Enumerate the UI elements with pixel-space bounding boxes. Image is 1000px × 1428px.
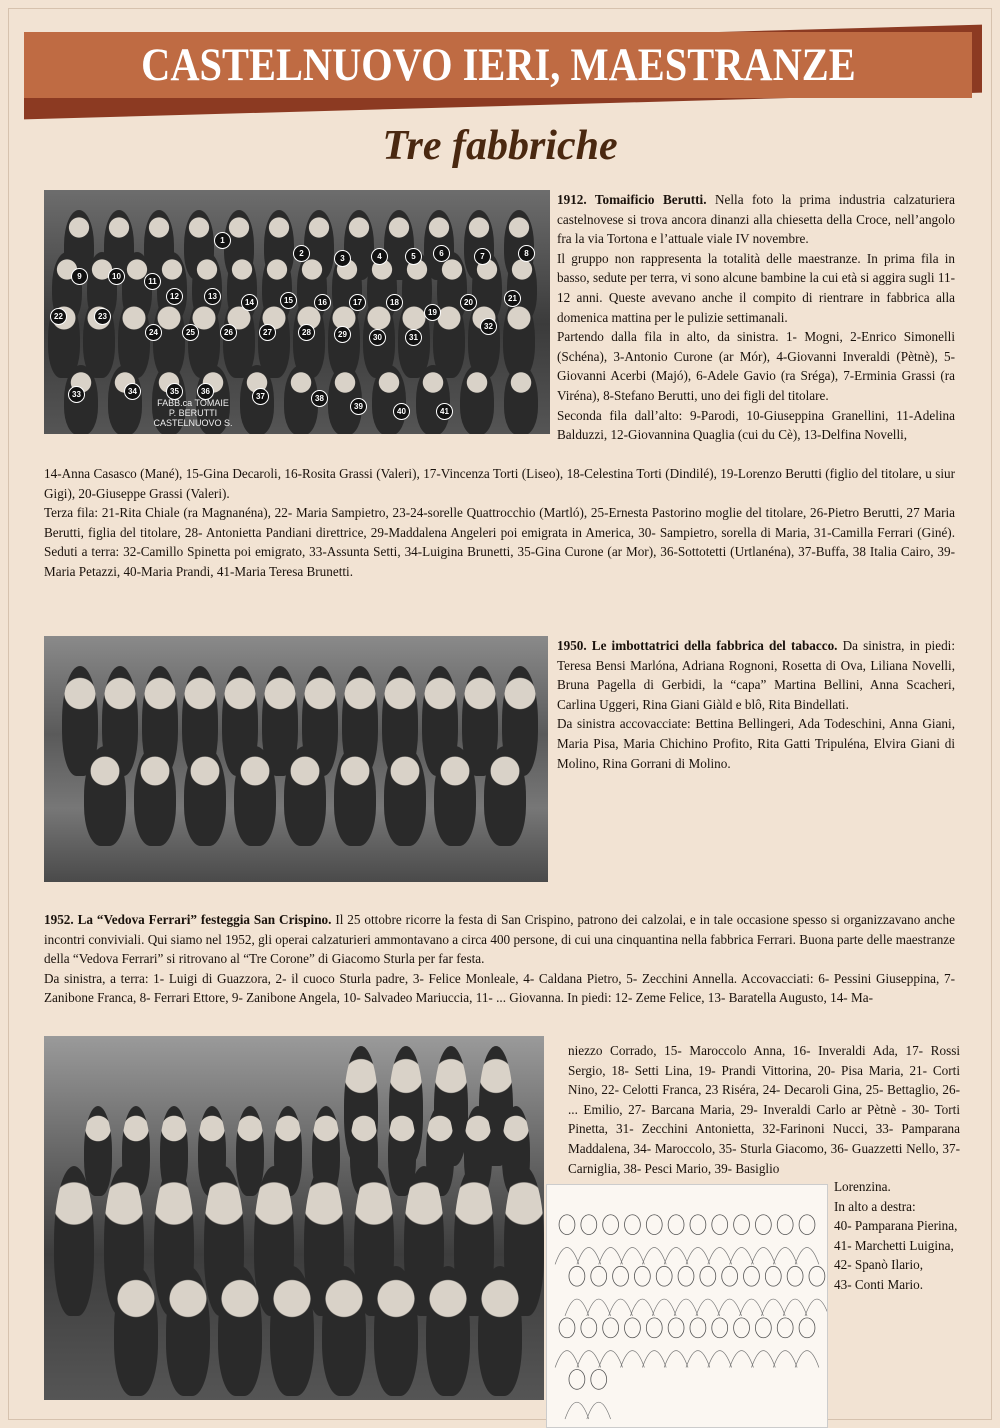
section-1912-continued: [44, 464, 955, 582]
photo-figure: [84, 746, 126, 846]
sketch-body-outline: [708, 1351, 732, 1368]
sketch-body-outline: [587, 1299, 611, 1316]
sketch-body-outline: [565, 1402, 589, 1419]
sketch-figure-outline: [700, 1266, 716, 1286]
photo-figure: [416, 365, 450, 434]
sketch-body-outline: [599, 1247, 623, 1264]
sketch-figure-outline: [613, 1266, 629, 1286]
sketch-body-outline: [751, 1247, 775, 1264]
photo-figure: [434, 746, 476, 846]
section-1912-heading: 1912. Tomaificio Berutti.: [557, 192, 707, 207]
sketch-body-outline: [621, 1351, 645, 1368]
section-1952-item-42: 42- Spanò Ilario,: [834, 1257, 923, 1273]
sketch-body-outline: [795, 1247, 819, 1264]
sketch-body-outline: [718, 1299, 742, 1316]
sketch-figure-outline: [646, 1318, 662, 1338]
photo-number-marker: 5: [405, 248, 422, 265]
section-1912-para5: Terza fila: 21-Rita Chiale (ra Magnanéna), 22- Maria Sampietro, 23-24-sorelle Quattrocchio (Martló), 25-Ernesta Pastorino moglie del titolare, 26-Pietro Berutti, 27 Maria Berutti, figlia del titolare, 28- Antonietta Pandiani direttrice, 29-Maddalena Angeleri poi emigrata in America, 30- Sampietro, sorella di Maria, 31-Camilla Ferrari (Giné). Seduti a terra: 32-Camillo Spinetta poi emigrato, 33-Assunta Setti, 34-Luigina Brunetti, 35-Gina Curone (ar Mor), 36-Sottotetti (Urtlanéna), 37-Buffa, 38 Italia Cairo, 39-Maria Petazzi, 40-Maria Prandi, 41-Maria Teresa Brunetti.: [44, 505, 955, 579]
page-subtitle: Tre fabbriche: [382, 123, 618, 169]
photo-number-marker: 14: [241, 294, 258, 311]
sketch-figure-outline: [625, 1318, 641, 1338]
sketch-figure-outline: [591, 1266, 607, 1286]
sketch-figure-outline: [799, 1215, 815, 1235]
photo-number-marker: 9: [71, 268, 88, 285]
photo-figure: [374, 1266, 418, 1396]
sketch-body-outline: [740, 1299, 764, 1316]
photo-number-marker: 26: [220, 324, 237, 341]
photo-figure: [218, 1266, 262, 1396]
photo-figure: [384, 746, 426, 846]
sketch-body-outline: [783, 1299, 807, 1316]
photo-figure: [322, 1266, 366, 1396]
photo-figure: [270, 1266, 314, 1396]
photo-number-marker: 16: [314, 294, 331, 311]
sketch-body-outline: [642, 1247, 666, 1264]
photo-number-marker: 17: [349, 294, 366, 311]
photo-figure: [372, 365, 406, 434]
section-1912-para3: Partendo dalla fila in alto, da sinistra. 1- Mogni, 2-Enrico Simonelli (Schéna), 3-Antonio Curone (ar Mór), 4-Giovanni Inveraldi (Pètnè), 5-Giovanni Acerbi (Majó), 6-Adele Gavio (ra Sréga), 7-Erminia Grassi (ra Viréna), 8-Stefano Berutti, uno dei figli del titolare.: [557, 329, 955, 403]
photo-number-marker: 20: [460, 294, 477, 311]
photo-number-marker: 34: [124, 383, 141, 400]
sketch-body-outline: [761, 1299, 785, 1316]
photo-figure: [460, 365, 494, 434]
photo-number-marker: 18: [386, 294, 403, 311]
section-1952-item-43: 43- Conti Mario.: [834, 1276, 924, 1292]
sketch-figure-outline: [678, 1266, 694, 1286]
sketch-figure-outline: [809, 1266, 825, 1286]
photo-number-marker: 40: [393, 403, 410, 420]
sketch-figure-outline: [581, 1318, 597, 1338]
sketch-drawing: [547, 1185, 827, 1427]
sketch-figure-outline: [603, 1318, 619, 1338]
sketch-figure-outline: [569, 1266, 585, 1286]
photo-number-marker: 8: [518, 245, 535, 262]
sketch-figure-outline: [603, 1215, 619, 1235]
photo-number-marker: 15: [280, 292, 297, 309]
photo-number-marker: 13: [204, 288, 221, 305]
sketch-body-outline: [621, 1247, 645, 1264]
photo-number-marker: 12: [166, 288, 183, 305]
section-1912-intro: [557, 190, 955, 445]
photo-figure: [84, 1106, 112, 1196]
photo-figure: [504, 365, 538, 434]
sketch-body-outline: [773, 1351, 797, 1368]
photo-1952-key-sketch: [546, 1184, 828, 1428]
section-1952-para5: In alto a destra:: [834, 1198, 916, 1214]
sketch-figure-outline: [712, 1318, 728, 1338]
sketch-figure-outline: [559, 1215, 575, 1235]
photo-number-marker: 30: [369, 329, 386, 346]
sketch-body-outline: [555, 1247, 579, 1264]
sketch-body-outline: [587, 1402, 611, 1419]
photo-number-marker: 32: [480, 318, 497, 335]
sketch-body-outline: [599, 1351, 623, 1368]
sketch-figure-outline: [668, 1215, 684, 1235]
sketch-body-outline: [686, 1351, 710, 1368]
section-1952-names: [568, 1041, 960, 1178]
photo-number-marker: 2: [293, 245, 310, 262]
sketch-body-outline: [730, 1351, 754, 1368]
photo-1952-san-crispino: [44, 1036, 544, 1400]
sketch-body-outline: [708, 1247, 732, 1264]
photo-number-marker: 38: [311, 390, 328, 407]
sketch-body-outline: [664, 1351, 688, 1368]
sketch-body-outline: [805, 1299, 827, 1316]
sketch-body-outline: [652, 1299, 676, 1316]
sketch-figure-outline: [734, 1215, 750, 1235]
sketch-figure-outline: [690, 1215, 706, 1235]
sketch-body-outline: [751, 1351, 775, 1368]
sketch-figure-outline: [799, 1318, 815, 1338]
section-1952-para2: Da sinistra, a terra: 1- Luigi di Guazzora, 2- il cuoco Sturla padre, 3- Felice Monleale, 4- Caldana Pietro, 5- Zecchini Annella. Accovacciati: 6- Pessini Giuseppina, 7- Zanibone Franca, 8- Ferrari Ettore, 9- Zanibone Angela, 10- Salvadeo Mariuccia, 11- ... Giovanna. In piedi: 12- Zeme Felice, 13- Baratella Augusto, 14- Ma-: [44, 970, 955, 1006]
sketch-figure-outline: [569, 1369, 585, 1389]
photo-handwritten-caption: FABB.ca TOMAIE P. BERUTTI CASTELNUOVO S.: [153, 398, 233, 428]
photo-number-marker: 21: [504, 290, 521, 307]
sketch-figure-outline: [777, 1215, 793, 1235]
photo-number-marker: 4: [371, 248, 388, 265]
sketch-body-outline: [730, 1247, 754, 1264]
sketch-body-outline: [609, 1299, 633, 1316]
photo-number-marker: 22: [50, 308, 67, 325]
sketch-figure-outline: [625, 1215, 641, 1235]
sketch-figure-outline: [755, 1318, 771, 1338]
photo-figure: [134, 746, 176, 846]
sketch-body-outline: [555, 1351, 579, 1368]
sketch-body-outline: [642, 1351, 666, 1368]
photo-figure: [426, 1266, 470, 1396]
photo-figure: [108, 365, 142, 434]
photo-number-marker: 35: [166, 383, 183, 400]
photo-number-marker: 31: [405, 329, 422, 346]
section-1952-heading: 1952. La “Vedova Ferrari” festeggia San Crispino.: [44, 912, 332, 927]
sketch-figure-outline: [591, 1369, 607, 1389]
sketch-figure-outline: [777, 1318, 793, 1338]
sketch-figure-outline: [668, 1318, 684, 1338]
photo-number-marker: 10: [108, 268, 125, 285]
sketch-figure-outline: [646, 1215, 662, 1235]
sketch-figure-outline: [765, 1266, 781, 1286]
sketch-body-outline: [577, 1247, 601, 1264]
photo-number-marker: 27: [259, 324, 276, 341]
sketch-body-outline: [696, 1299, 720, 1316]
sketch-figure-outline: [744, 1266, 760, 1286]
photo-figure: [334, 746, 376, 846]
photo-figure: [166, 1266, 210, 1396]
photo-number-marker: 39: [350, 398, 367, 415]
photo-figure: [236, 1106, 264, 1196]
photo-figure: [284, 746, 326, 846]
sketch-body-outline: [577, 1351, 601, 1368]
photo-number-marker: 23: [94, 308, 111, 325]
photo-figure: [478, 1266, 522, 1396]
sketch-body-outline: [565, 1299, 589, 1316]
section-1912-para4-cont: 14-Anna Casasco (Mané), 15-Gina Decaroli, 16-Rosita Grassi (Valeri), 17-Vincenza Torti (Liseo), 18-Celestina Torti (Dindilé), 19-Lorenzo Berutti (figlio del titolare, u siur Gigi), 20-Giuseppe Grassi (Valeri).: [44, 466, 955, 501]
sketch-body-outline: [686, 1247, 710, 1264]
section-1952-lead: Il 25 ottobre ricorre la festa di San Crispino, patrono dei calzolai, e in tale occasione spesso si organizzavano anche incontri conviviali. Qui siamo nel 1952, gli operai calzaturieri ammontavano a circa 400 persone, di cui una cinquantina nella fabbrica Ferrari. Buona parte delle maestranze della “Vedova Ferrari” si ritrovano al “Tre Corone” di Giacomo Sturla per far festa.: [44, 912, 955, 967]
sketch-figure-outline: [656, 1266, 672, 1286]
photo-number-marker: 25: [182, 324, 199, 341]
section-1950-para2: Da sinistra accovacciate: Bettina Bellingeri, Ada Todeschini, Anna Giani, Maria Pisa, Maria Chichino Profito, Rita Gatti Tripuléna, Elvira Giani di Molino, Rina Gorrani di Molino.: [557, 716, 955, 771]
photo-figure: [234, 746, 276, 846]
sketch-figure-outline: [712, 1215, 728, 1235]
photo-figure: [54, 1166, 94, 1316]
photo-1912-tomaificio: [44, 190, 550, 434]
section-1912-para4-start: Seconda fila dall’alto: 9-Parodi, 10-Giuseppina Granellini, 11-Adelina Balduzzi, 12-Giovannina Quaglia (cui du Cè), 13-Delfina Novelli,: [557, 407, 955, 443]
section-1952-para3: niezzo Corrado, 15- Maroccolo Anna, 16- Inveraldi Ada, 17- Rossi Sergio, 18- Setti Lina, 19- Prandi Vittorina, 20- Pisa Maria, 21- Corti Nino, 22- Celotti Franca, 23 Riséra, 24- Decaroli Gina, 25- Bettaglio, 26- ... Emilio, 27- Barcana Maria, 29- Inveraldi Carlo ar Pètnè - 30- Torti Pinetta, 31- Zecchini Antonietta, 32-Farinoni Nucci, 33- Pamparana Maddalena, 34- Maroccolo, 35- Sturla Giacomo, 36- Guazzetti Nello, 37- Carniglia, 38- Pesci Mario, 39- Basiglio: [568, 1043, 960, 1176]
photo-number-marker: 7: [474, 248, 491, 265]
photo-figure: [114, 1266, 158, 1396]
photo-number-marker: 11: [144, 273, 161, 290]
sketch-figure-outline: [722, 1266, 738, 1286]
section-1952-names-end: [834, 1177, 964, 1295]
photo-number-marker: 3: [334, 250, 351, 267]
photo-figure: [484, 746, 526, 846]
sketch-body-outline: [630, 1299, 654, 1316]
title-banner: [24, 32, 972, 98]
section-1952: [44, 910, 955, 1008]
sketch-figure-outline: [581, 1215, 597, 1235]
photo-number-marker: 24: [145, 324, 162, 341]
photo-figure: [184, 746, 226, 846]
page-title: CASTELNUOVO IERI, MAESTRANZE: [140, 39, 856, 91]
section-1952-item-41: 41- Marchetti Luigina,: [834, 1237, 954, 1253]
sketch-body-outline: [773, 1247, 797, 1264]
photo-number-marker: 29: [334, 326, 351, 343]
sketch-figure-outline: [755, 1215, 771, 1235]
sketch-figure-outline: [559, 1318, 575, 1338]
sketch-body-outline: [664, 1247, 688, 1264]
photo-number-marker: 36: [197, 383, 214, 400]
section-1912-lead: Nella foto la prima industria calzaturiera castelnovese si trova ancora dinanzi alla chiesetta della Croce, nell’angolo fra la via Tortona e l’attuale viale IV novembre.: [557, 192, 956, 247]
section-1912-para2: Il gruppo non rappresenta la totalità delle maestranze. In prima fila in basso, sedute per terra, vi sono alcune bambine la cui età si aggira sugli 11-12 anni. Queste avevano anche il compito di rientrare in fabbrica alla domenica mattina per le pulizie settimanali.: [557, 250, 955, 325]
photo-number-marker: 1: [214, 232, 231, 249]
photo-number-marker: 28: [298, 324, 315, 341]
sketch-body-outline: [674, 1299, 698, 1316]
photo-number-marker: 19: [424, 304, 441, 321]
section-1950-lead: Da sinistra, in piedi: Teresa Bensi Marlóna, Adriana Rognoni, Rosetta di Ova, Liliana Novelli, Bruna Pagella di Gerbidi, la “capa” Martina Bellini, Anna Scacheri, Carlina Uggeri, Rina Giani Giàld e blô, Rita Bindellati.: [557, 638, 955, 712]
photo-number-marker: 37: [252, 388, 269, 405]
section-1950-heading: 1950. Le imbottatrici della fabbrica del tabacco.: [557, 638, 838, 653]
sketch-figure-outline: [734, 1318, 750, 1338]
photo-number-marker: 41: [436, 403, 453, 420]
photo-1950-tabacco: [44, 636, 548, 882]
sketch-body-outline: [795, 1351, 819, 1368]
photo-number-marker: 6: [433, 245, 450, 262]
photo-number-marker: 33: [68, 386, 85, 403]
sketch-figure-outline: [787, 1266, 803, 1286]
sketch-figure-outline: [634, 1266, 650, 1286]
section-1952-para4: Lorenzina.: [834, 1179, 891, 1194]
section-1950: [557, 636, 955, 773]
section-1952-item-40: 40- Pamparana Pierina,: [834, 1218, 958, 1234]
sketch-figure-outline: [690, 1318, 706, 1338]
